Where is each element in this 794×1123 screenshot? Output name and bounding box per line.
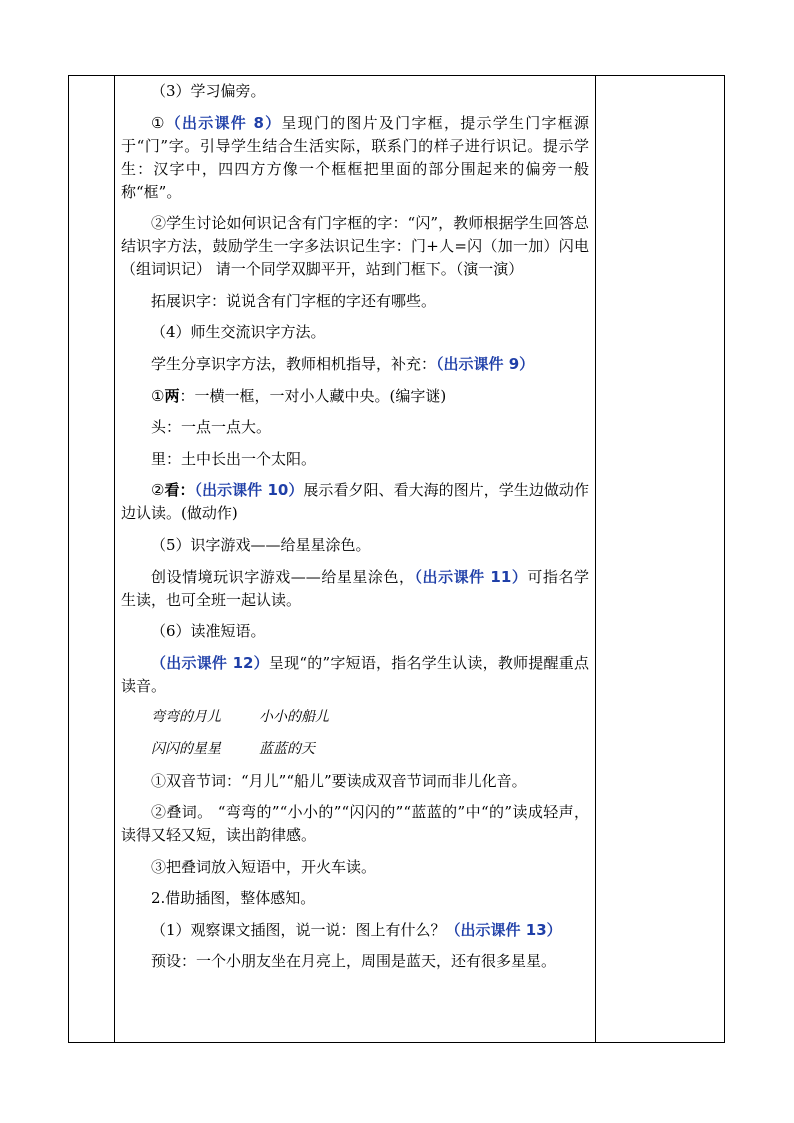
paragraph: ①（出示课件 8）呈现门的图片及门字框，提示学生门字框源于“门”字。引导学生结合生活实际，联系门的样子进行识记。提示学生：汉字中，四四方方像一个框框把里面的部分围起来的偏旁一般称“框”。	[121, 113, 589, 201]
paragraph: 学生分享识字方法，教师相机指导，补充：（出示课件 9）	[151, 354, 535, 373]
paragraph: ②学生讨论如何识记含有门字框的字：“闪”，教师根据学生回答总结识字方法，鼓励学生一字多法识记生字：门+人=闪（加一加）闪电（组词识记） 请一个同学双脚平开，站到门框下。（演一演）	[121, 214, 589, 279]
paragraph: 创设情境玩识字游戏——给星星涂色，（出示课件 11）可指名学生读，也可全班一起认读。	[121, 567, 589, 609]
paragraph: 拓展识字：说说含有门字框的字还有哪些。	[151, 291, 437, 310]
phrase-row: 弯弯的月儿 小小的船儿	[151, 709, 329, 726]
lesson-plan-table	[68, 75, 725, 1043]
phrase-row: 闪闪的星星 蓝蓝的天	[151, 740, 315, 757]
left-column-cell	[69, 76, 115, 1043]
paragraph: ②看：（出示课件 10）展示看夕阳、看大海的图片，学生边做动作边认读。(做动作)	[121, 481, 589, 523]
paragraph: （6）读准短语。	[151, 622, 266, 641]
paragraph: 2.借助插图，整体感知。	[151, 889, 316, 908]
paragraph: ③把叠词放入短语中，开火车读。	[151, 857, 377, 876]
paragraph: （出示课件 12）呈现“的”字短语，指名学生认读，教师提醒重点读音。	[121, 653, 589, 695]
courseware-ref: （出示课件 10）	[194, 481, 304, 500]
courseware-ref: （出示课件 12）	[151, 653, 269, 672]
courseware-ref: （出示课件 11）	[414, 567, 528, 586]
paragraph: （4）师生交流识字方法。	[151, 323, 326, 342]
paragraph: 头：一点一点大。	[151, 418, 272, 437]
paragraph: ①两：一横一框，一对小人藏中央。(编字谜)	[151, 386, 447, 405]
courseware-ref: （出示课件 9）	[436, 354, 535, 373]
content-cell	[115, 76, 596, 1043]
courseware-ref: （出示课件 13）	[445, 920, 562, 939]
paragraph: 里：土中长出一个太阳。	[151, 449, 317, 468]
paragraph: ①双音节词：“月儿”“船儿”要读成双音节词而非儿化音。	[151, 771, 527, 790]
paragraph: ②叠词。 “弯弯的”“小小的”“闪闪的”“蓝蓝的”中“的”读成轻声，读得又轻又短，读出韵律感。	[121, 803, 589, 845]
courseware-ref: （出示课件 8）	[165, 113, 282, 132]
lesson-content	[115, 76, 595, 973]
paragraph: （5）识字游戏——给星星涂色。	[151, 535, 371, 554]
paragraph: （3）学习偏旁。	[151, 82, 266, 100]
right-column-cell	[596, 76, 725, 1043]
paragraph: 预设：一个小朋友坐在月亮上，周围是蓝天，还有很多星星。	[151, 952, 557, 971]
paragraph: （1）观察课文插图，说一说：图上有什么？（出示课件 13）	[151, 920, 562, 939]
